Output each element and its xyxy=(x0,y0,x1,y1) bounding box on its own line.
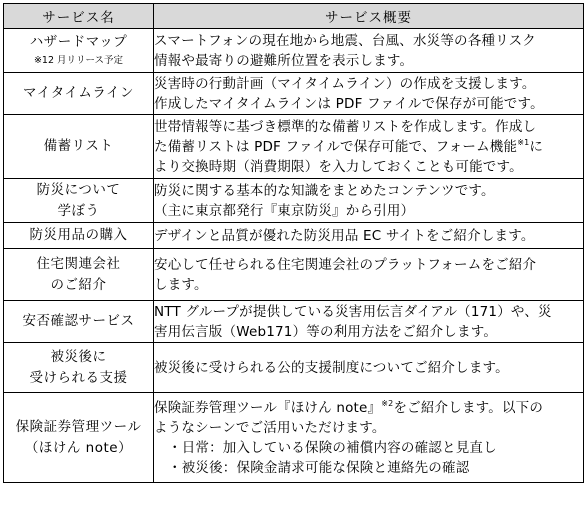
service-overview-cell xyxy=(154,301,584,343)
header-service-overview: サービス概要 xyxy=(154,4,584,29)
table-row xyxy=(4,179,584,223)
service-name: （ほけん note） xyxy=(24,439,133,456)
overview-text: 保険証券管理ツール『ほけん note』 xyxy=(154,399,382,416)
service-overview-cell xyxy=(154,223,584,249)
service-overview-cell xyxy=(154,249,584,301)
service-name: 防災について xyxy=(36,181,121,198)
overview-line: デザインと品質が優れた防災用品 EC サイトをご紹介します。 xyxy=(154,227,535,244)
overview-line: 安心して任せられる住宅関連会社のプラットフォームをご紹介 xyxy=(154,256,537,273)
table-row xyxy=(4,115,584,179)
service-overview-cell xyxy=(154,29,584,73)
bullet-item: ・日常：加入している保険の補償内容の確認と見直し xyxy=(168,439,497,456)
overview-line xyxy=(154,137,583,157)
service-name: マイタイムライン xyxy=(22,85,135,101)
table-row xyxy=(4,343,584,393)
overview-line: 被災後に受けられる公的支援制度についてご紹介します。 xyxy=(154,359,509,376)
service-name-cell xyxy=(4,115,154,179)
table-row xyxy=(4,301,584,343)
overview-line: スマートフォンの現在地から地震、台風、水災等の各種リスク xyxy=(154,32,536,49)
service-name: 備蓄リスト xyxy=(43,138,114,154)
service-overview-cell xyxy=(154,343,584,393)
service-name: 防災用品の購入 xyxy=(29,227,128,243)
overview-line: NTT グループが提供している災害用伝言ダイアル（171）や、災 xyxy=(154,303,552,320)
service-name: のご紹介 xyxy=(50,276,107,293)
overview-text: に xyxy=(529,138,544,155)
service-name: ハザードマップ xyxy=(29,34,128,50)
service-name: 学ぼう xyxy=(57,202,100,219)
release-note: ※12 月リリース予定 xyxy=(33,55,124,66)
service-name: 受けられる支援 xyxy=(29,369,128,386)
overview-line: 害用伝言版（Web171）等の利用方法をご紹介します。 xyxy=(154,323,498,340)
table-row xyxy=(4,29,584,73)
service-name-cell xyxy=(4,223,154,249)
overview-line: 防災に関する基本的な知識をまとめたコンテンツです。 xyxy=(154,182,495,199)
footnote-mark: ※1 xyxy=(517,137,530,147)
service-name-cell xyxy=(4,249,154,301)
overview-line xyxy=(154,398,583,418)
bullet-item: ・被災後：保険金請求可能な保険と連絡先の確認 xyxy=(168,459,470,476)
service-overview-cell xyxy=(154,393,584,483)
service-name-cell xyxy=(4,343,154,393)
service-name-cell xyxy=(4,29,154,73)
overview-line: 世帯情報等に基づき標準的な備蓄リストを作成します。作成し xyxy=(154,118,537,135)
service-table xyxy=(3,3,584,483)
overview-line: 災害時の行動計画（マイタイムライン）の作成を支援します。 xyxy=(154,75,536,92)
service-name-cell xyxy=(4,179,154,223)
service-overview-cell xyxy=(154,73,584,115)
service-name-cell xyxy=(4,393,154,483)
overview-line: より交換時期（消費期限）を入力しておくことも可能です。 xyxy=(154,158,523,175)
service-name-cell xyxy=(4,301,154,343)
overview-line: ようなシーンでご活用いただけます。 xyxy=(154,419,386,436)
service-name: 安否確認サービス xyxy=(22,313,135,329)
header-service-name: サービス名 xyxy=(4,4,154,29)
service-name: 被災後に xyxy=(50,348,107,365)
table-row xyxy=(4,223,584,249)
header-row xyxy=(4,4,584,29)
service-overview-cell xyxy=(154,179,584,223)
table-row xyxy=(4,249,584,301)
overview-line: します。 xyxy=(154,276,208,293)
footnote-mark: ※2 xyxy=(381,398,394,408)
table-row xyxy=(4,393,584,483)
table-row xyxy=(4,73,584,115)
overview-text: をご紹介します。以下の xyxy=(393,399,544,416)
service-overview-cell xyxy=(154,115,584,179)
overview-line: 作成したマイタイムラインは PDF ファイルで保存が可能です。 xyxy=(154,95,544,112)
service-name: 保険証券管理ツール xyxy=(15,418,142,435)
overview-line: 情報や最寄りの避難所位置を表示します。 xyxy=(154,52,414,69)
overview-line: （主に東京都発行『東京防災』から引用） xyxy=(154,202,415,219)
service-name: 住宅関連会社 xyxy=(36,255,121,272)
service-name-cell xyxy=(4,73,154,115)
overview-text: た備蓄リストは PDF ファイルで保存可能で、フォーム機能 xyxy=(154,138,518,155)
